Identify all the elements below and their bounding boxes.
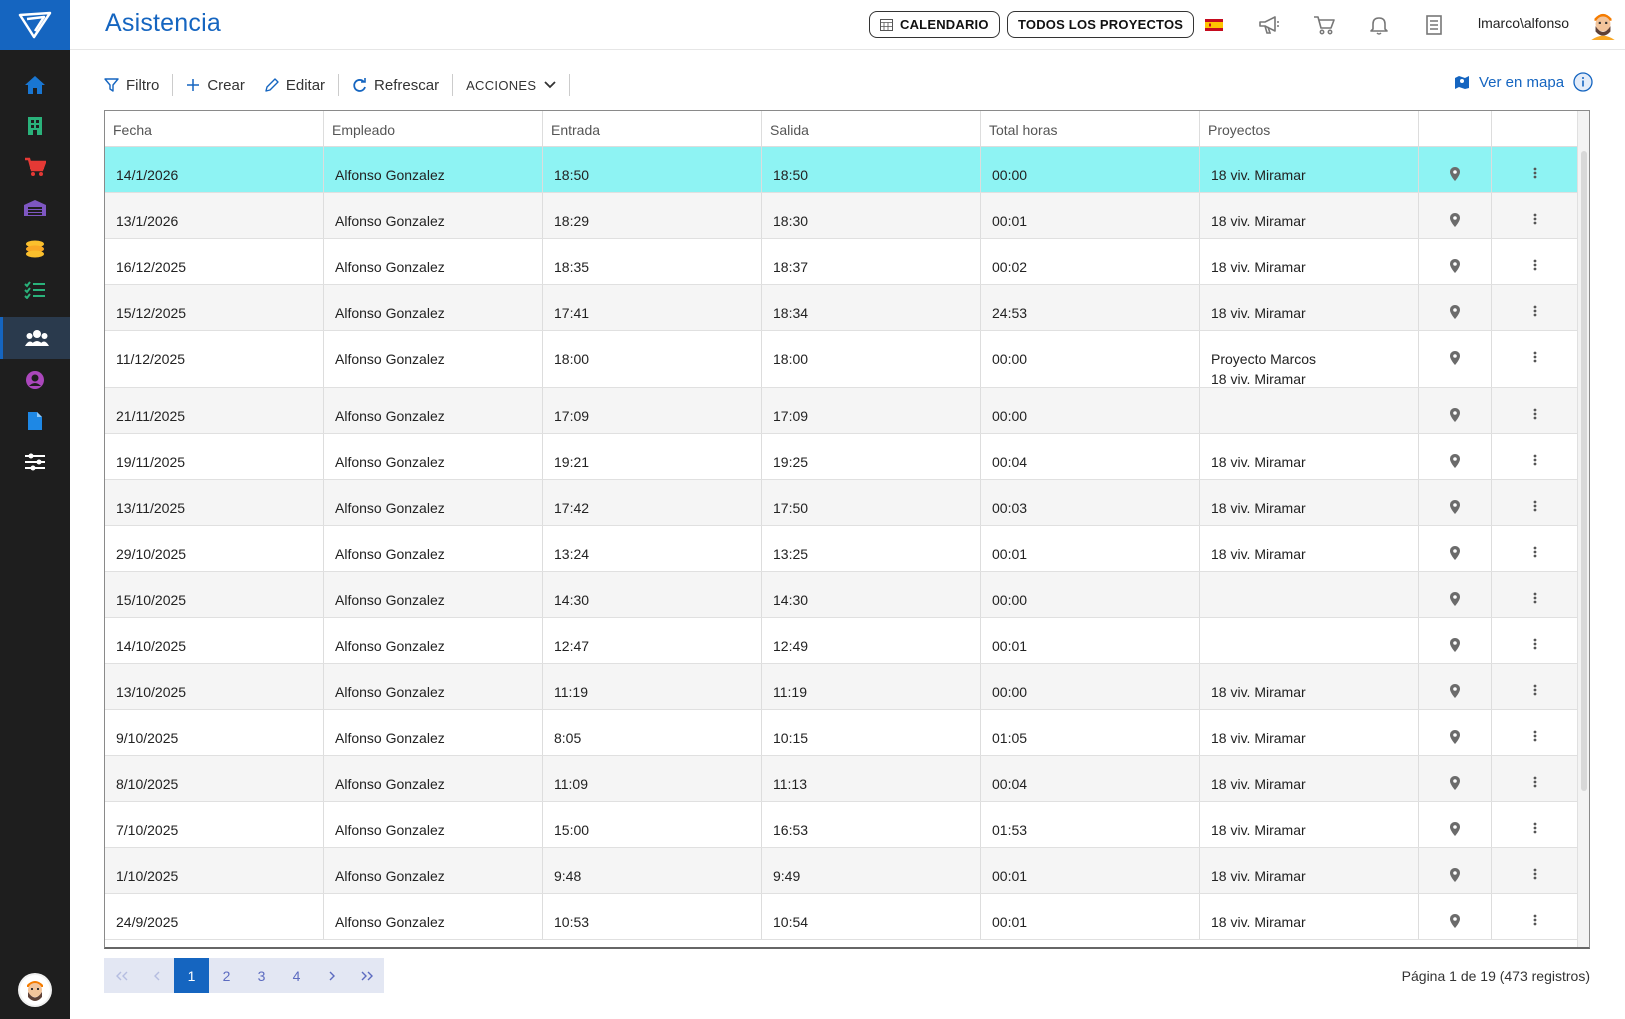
user-avatar-icon bbox=[20, 975, 50, 1005]
project-name: 18 viv. Miramar bbox=[1211, 914, 1306, 930]
cell-salida: 17:09 bbox=[762, 388, 981, 433]
cell-salida: 18:00 bbox=[762, 331, 981, 387]
cell-total-horas: 00:04 bbox=[981, 434, 1200, 479]
location-pin-icon bbox=[1450, 868, 1460, 882]
cell-total-horas: 00:01 bbox=[981, 193, 1200, 238]
row-menu-button[interactable] bbox=[1492, 572, 1579, 617]
location-pin-icon bbox=[1450, 213, 1460, 227]
plus-icon bbox=[186, 78, 200, 92]
table-row[interactable] bbox=[105, 664, 1589, 710]
app-logo[interactable] bbox=[0, 0, 70, 50]
cell-empleado: Alfonso Gonzalez bbox=[324, 388, 543, 433]
user-avatar-icon bbox=[1587, 8, 1619, 40]
row-menu-button[interactable] bbox=[1492, 434, 1579, 479]
row-menu-button[interactable] bbox=[1492, 618, 1579, 663]
cell-fecha: 13/10/2025 bbox=[105, 664, 324, 709]
cell-salida: 18:34 bbox=[762, 285, 981, 330]
vertical-scrollbar[interactable] bbox=[1577, 111, 1589, 949]
bell-icon bbox=[1369, 15, 1389, 35]
chevron-left-icon bbox=[153, 971, 161, 981]
more-vertical-icon bbox=[1533, 684, 1537, 696]
actions-dropdown[interactable] bbox=[453, 71, 569, 99]
cell-total-horas: 00:00 bbox=[981, 664, 1200, 709]
row-menu-button[interactable] bbox=[1492, 239, 1579, 284]
page-title: Asistencia bbox=[105, 9, 221, 37]
cell-fecha: 24/9/2025 bbox=[105, 894, 324, 939]
more-vertical-icon bbox=[1533, 546, 1537, 558]
cell-empleado: Alfonso Gonzalez bbox=[324, 572, 543, 617]
cell-entrada: 15:00 bbox=[543, 802, 762, 847]
location-pin-icon bbox=[1450, 454, 1460, 468]
table-row[interactable] bbox=[105, 388, 1589, 434]
cell-empleado: Alfonso Gonzalez bbox=[324, 894, 543, 939]
location-pin-icon bbox=[1450, 822, 1460, 836]
location-button[interactable] bbox=[1419, 618, 1492, 663]
cell-total-horas: 00:00 bbox=[981, 388, 1200, 433]
table-row[interactable] bbox=[105, 756, 1589, 802]
megaphone-icon bbox=[1258, 15, 1280, 35]
cell-salida: 12:49 bbox=[762, 618, 981, 663]
refresh-icon bbox=[352, 78, 367, 93]
cell-salida: 9:49 bbox=[762, 848, 981, 893]
table-header bbox=[105, 111, 1589, 147]
cell-fecha: 11/12/2025 bbox=[105, 331, 324, 387]
cell-proyectos bbox=[1200, 526, 1419, 571]
info-icon[interactable] bbox=[1573, 72, 1593, 92]
table-row[interactable] bbox=[105, 434, 1589, 480]
notifications-button[interactable] bbox=[1367, 13, 1391, 37]
nav-documents[interactable] bbox=[0, 401, 70, 441]
column-header-proyectos[interactable]: Proyectos bbox=[1200, 111, 1419, 147]
cell-empleado: Alfonso Gonzalez bbox=[324, 710, 543, 755]
chevron-right-icon bbox=[328, 971, 336, 981]
more-vertical-icon bbox=[1533, 822, 1537, 834]
table-row[interactable] bbox=[105, 894, 1589, 940]
cell-fecha: 9/10/2025 bbox=[105, 710, 324, 755]
view-map-link[interactable] bbox=[1454, 72, 1593, 92]
project-name: 18 viv. Miramar bbox=[1211, 730, 1306, 746]
cell-proyectos bbox=[1200, 572, 1419, 617]
user-name[interactable]: lmarco\alfonso bbox=[1478, 15, 1570, 31]
page-button-4[interactable]: 4 bbox=[292, 967, 301, 984]
more-vertical-icon bbox=[1533, 408, 1537, 420]
cell-total-horas: 24:53 bbox=[981, 285, 1200, 330]
row-menu-button[interactable] bbox=[1492, 756, 1579, 801]
double-chevron-left-icon bbox=[116, 971, 128, 981]
cell-fecha: 14/10/2025 bbox=[105, 618, 324, 663]
calendar-icon bbox=[880, 18, 893, 31]
location-button[interactable] bbox=[1419, 331, 1492, 387]
table-row[interactable] bbox=[105, 331, 1589, 388]
table-row[interactable] bbox=[105, 710, 1589, 756]
table-row[interactable] bbox=[105, 480, 1589, 526]
refresh-button[interactable] bbox=[339, 71, 452, 99]
toolbar-divider bbox=[569, 74, 570, 96]
refresh-label: Refrescar bbox=[374, 76, 440, 94]
cell-fecha: 14/1/2026 bbox=[105, 147, 324, 192]
location-pin-icon bbox=[1450, 408, 1460, 422]
nav-settings[interactable] bbox=[0, 442, 70, 482]
cell-entrada: 11:19 bbox=[543, 664, 762, 709]
cell-fecha: 13/1/2026 bbox=[105, 193, 324, 238]
cell-salida: 18:30 bbox=[762, 193, 981, 238]
location-pin-icon bbox=[1450, 167, 1460, 181]
cell-proyectos bbox=[1200, 664, 1419, 709]
project-name: 18 viv. Miramar bbox=[1211, 822, 1306, 838]
cell-empleado: Alfonso Gonzalez bbox=[324, 618, 543, 663]
logo-icon bbox=[18, 11, 52, 39]
cell-proyectos bbox=[1200, 480, 1419, 525]
cell-fecha: 15/10/2025 bbox=[105, 572, 324, 617]
project-name: 18 viv. Miramar bbox=[1211, 305, 1306, 321]
column-header-location bbox=[1419, 111, 1492, 147]
cell-proyectos bbox=[1200, 894, 1419, 939]
cell-proyectos bbox=[1200, 193, 1419, 238]
table-row[interactable] bbox=[105, 147, 1589, 193]
nav-finance[interactable] bbox=[0, 229, 70, 269]
cell-proyectos bbox=[1200, 802, 1419, 847]
column-header-empleado[interactable]: Empleado bbox=[324, 111, 543, 147]
cell-salida: 10:54 bbox=[762, 894, 981, 939]
calendar-label: CALENDARIO bbox=[900, 17, 989, 32]
cell-total-horas: 00:04 bbox=[981, 756, 1200, 801]
cell-total-horas: 00:03 bbox=[981, 480, 1200, 525]
scrollbar-thumb[interactable] bbox=[1581, 151, 1587, 791]
calendar-button[interactable] bbox=[869, 11, 1000, 38]
top-header bbox=[70, 0, 1625, 50]
nav-attendance[interactable] bbox=[0, 317, 70, 359]
cell-empleado: Alfonso Gonzalez bbox=[324, 756, 543, 801]
cell-entrada: 18:50 bbox=[543, 147, 762, 192]
more-vertical-icon bbox=[1533, 305, 1537, 317]
location-button[interactable] bbox=[1419, 802, 1492, 847]
more-vertical-icon bbox=[1533, 638, 1537, 650]
row-menu-button[interactable] bbox=[1492, 894, 1579, 939]
location-button[interactable] bbox=[1419, 480, 1492, 525]
edit-button[interactable] bbox=[258, 71, 338, 99]
location-button[interactable] bbox=[1419, 894, 1492, 939]
location-pin-icon bbox=[1450, 638, 1460, 652]
chevron-down-icon bbox=[544, 81, 556, 89]
filter-label: Filtro bbox=[126, 76, 160, 94]
more-vertical-icon bbox=[1533, 167, 1537, 179]
project-name: 18 viv. Miramar bbox=[1211, 500, 1306, 516]
row-menu-button[interactable] bbox=[1492, 193, 1579, 238]
location-pin-icon bbox=[1450, 914, 1460, 928]
location-button[interactable] bbox=[1419, 572, 1492, 617]
spain-flag-icon bbox=[1205, 19, 1223, 31]
location-pin-icon bbox=[1450, 500, 1460, 514]
language-flag[interactable] bbox=[1202, 13, 1226, 37]
nav-projects[interactable] bbox=[0, 106, 70, 146]
project-name: 18 viv. Miramar bbox=[1211, 167, 1306, 183]
cell-proyectos bbox=[1200, 239, 1419, 284]
more-vertical-icon bbox=[1533, 454, 1537, 466]
settings-sliders-icon bbox=[24, 453, 46, 471]
cell-salida: 19:25 bbox=[762, 434, 981, 479]
column-header-salida[interactable]: Salida bbox=[762, 111, 981, 147]
row-menu-button[interactable] bbox=[1492, 480, 1579, 525]
more-vertical-icon bbox=[1533, 259, 1537, 271]
location-pin-icon bbox=[1450, 730, 1460, 744]
location-button[interactable] bbox=[1419, 193, 1492, 238]
cell-proyectos bbox=[1200, 147, 1419, 192]
cell-proyectos bbox=[1200, 710, 1419, 755]
cell-entrada: 18:35 bbox=[543, 239, 762, 284]
page-button-2[interactable]: 2 bbox=[222, 967, 231, 984]
table-body bbox=[105, 147, 1589, 940]
more-vertical-icon bbox=[1533, 730, 1537, 742]
more-vertical-icon bbox=[1533, 776, 1537, 788]
nav-contacts[interactable] bbox=[0, 360, 70, 400]
project-name: 18 viv. Miramar bbox=[1211, 684, 1306, 700]
create-button[interactable] bbox=[173, 71, 258, 99]
location-button[interactable] bbox=[1419, 526, 1492, 571]
project-name: 18 viv. Miramar bbox=[1211, 259, 1306, 275]
table-row[interactable] bbox=[105, 572, 1589, 618]
row-menu-button[interactable] bbox=[1492, 802, 1579, 847]
cell-empleado: Alfonso Gonzalez bbox=[324, 664, 543, 709]
cell-entrada: 14:30 bbox=[543, 572, 762, 617]
nav-purchases[interactable] bbox=[0, 147, 70, 187]
column-header-actions bbox=[1492, 111, 1579, 147]
cell-entrada: 18:00 bbox=[543, 331, 762, 387]
location-button[interactable] bbox=[1419, 285, 1492, 330]
last-page-button[interactable] bbox=[349, 958, 384, 993]
user-circle-icon bbox=[25, 370, 45, 390]
cell-salida: 14:30 bbox=[762, 572, 981, 617]
checklist-icon bbox=[24, 281, 46, 299]
cell-empleado: Alfonso Gonzalez bbox=[324, 526, 543, 571]
nav-tasks[interactable] bbox=[0, 270, 70, 310]
location-pin-icon bbox=[1450, 684, 1460, 698]
cell-fecha: 7/10/2025 bbox=[105, 802, 324, 847]
table-row[interactable] bbox=[105, 802, 1589, 848]
more-vertical-icon bbox=[1533, 351, 1537, 363]
location-button[interactable] bbox=[1419, 147, 1492, 192]
cell-total-horas: 00:00 bbox=[981, 572, 1200, 617]
nav-warehouse[interactable] bbox=[0, 188, 70, 228]
cell-total-horas: 01:53 bbox=[981, 802, 1200, 847]
cell-salida: 17:50 bbox=[762, 480, 981, 525]
row-menu-button[interactable] bbox=[1492, 331, 1579, 387]
cell-total-horas: 01:05 bbox=[981, 710, 1200, 755]
cell-salida: 11:19 bbox=[762, 664, 981, 709]
header-avatar[interactable] bbox=[1587, 8, 1619, 40]
cart-button[interactable] bbox=[1312, 13, 1336, 37]
next-page-button[interactable] bbox=[314, 958, 349, 993]
cell-entrada: 8:05 bbox=[543, 710, 762, 755]
cell-total-horas: 00:00 bbox=[981, 331, 1200, 387]
cell-empleado: Alfonso Gonzalez bbox=[324, 239, 543, 284]
more-vertical-icon bbox=[1533, 592, 1537, 604]
cell-entrada: 19:21 bbox=[543, 434, 762, 479]
map-icon bbox=[1454, 75, 1470, 90]
cell-empleado: Alfonso Gonzalez bbox=[324, 193, 543, 238]
pencil-icon bbox=[264, 78, 279, 93]
cell-salida: 16:53 bbox=[762, 802, 981, 847]
table-row[interactable] bbox=[105, 193, 1589, 239]
view-map-label: Ver en mapa bbox=[1479, 73, 1565, 91]
more-vertical-icon bbox=[1533, 500, 1537, 512]
location-button[interactable] bbox=[1419, 710, 1492, 755]
cell-proyectos bbox=[1200, 388, 1419, 433]
announcements-button[interactable] bbox=[1257, 13, 1281, 37]
page-info: Página 1 de 19 (473 registros) bbox=[1401, 968, 1590, 984]
cell-empleado: Alfonso Gonzalez bbox=[324, 285, 543, 330]
project-name: 18 viv. Miramar bbox=[1211, 546, 1306, 562]
table-row[interactable] bbox=[105, 848, 1589, 894]
cell-fecha: 8/10/2025 bbox=[105, 756, 324, 801]
cell-entrada: 17:41 bbox=[543, 285, 762, 330]
location-button[interactable] bbox=[1419, 388, 1492, 433]
table-row[interactable] bbox=[105, 526, 1589, 572]
cell-entrada: 17:09 bbox=[543, 388, 762, 433]
cell-total-horas: 00:01 bbox=[981, 848, 1200, 893]
cell-total-horas: 00:01 bbox=[981, 894, 1200, 939]
cell-fecha: 19/11/2025 bbox=[105, 434, 324, 479]
notebook-icon bbox=[1425, 15, 1443, 35]
location-pin-icon bbox=[1450, 776, 1460, 790]
row-menu-button[interactable] bbox=[1492, 848, 1579, 893]
cell-proyectos bbox=[1200, 434, 1419, 479]
cell-fecha: 16/12/2025 bbox=[105, 239, 324, 284]
double-chevron-right-icon bbox=[361, 971, 373, 981]
cell-fecha: 29/10/2025 bbox=[105, 526, 324, 571]
all-projects-label: TODOS LOS PROYECTOS bbox=[1018, 17, 1184, 32]
prev-page-button[interactable] bbox=[139, 958, 174, 993]
column-header-entrada[interactable]: Entrada bbox=[543, 111, 762, 147]
cell-empleado: Alfonso Gonzalez bbox=[324, 331, 543, 387]
cell-total-horas: 00:01 bbox=[981, 526, 1200, 571]
sidebar bbox=[0, 0, 70, 1019]
attendance-table bbox=[104, 110, 1590, 949]
first-page-button[interactable] bbox=[104, 958, 139, 993]
project-name: 18 viv. Miramar bbox=[1211, 371, 1306, 387]
cell-proyectos bbox=[1200, 331, 1419, 387]
cell-empleado: Alfonso Gonzalez bbox=[324, 802, 543, 847]
cell-proyectos bbox=[1200, 848, 1419, 893]
pagination bbox=[104, 958, 384, 993]
table-row[interactable] bbox=[105, 618, 1589, 664]
all-projects-button[interactable] bbox=[1007, 11, 1194, 38]
sidebar-avatar[interactable] bbox=[18, 973, 52, 1007]
edit-label: Editar bbox=[285, 76, 326, 94]
cell-empleado: Alfonso Gonzalez bbox=[324, 848, 543, 893]
cell-entrada: 11:09 bbox=[543, 756, 762, 801]
create-label: Crear bbox=[207, 76, 245, 94]
location-pin-icon bbox=[1450, 546, 1460, 560]
cell-salida: 11:13 bbox=[762, 756, 981, 801]
filter-icon bbox=[104, 78, 119, 92]
location-button[interactable] bbox=[1419, 434, 1492, 479]
location-button[interactable] bbox=[1419, 664, 1492, 709]
toolbar bbox=[104, 70, 570, 100]
project-name: 18 viv. Miramar bbox=[1211, 213, 1306, 229]
cell-total-horas: 00:01 bbox=[981, 618, 1200, 663]
notes-button[interactable] bbox=[1422, 13, 1446, 37]
cell-salida: 18:37 bbox=[762, 239, 981, 284]
cell-entrada: 17:42 bbox=[543, 480, 762, 525]
nav-home[interactable] bbox=[0, 65, 70, 105]
row-menu-button[interactable] bbox=[1492, 526, 1579, 571]
row-menu-button[interactable] bbox=[1492, 388, 1579, 433]
table-row[interactable] bbox=[105, 239, 1589, 285]
cart-icon bbox=[24, 157, 46, 177]
location-pin-icon bbox=[1450, 305, 1460, 319]
page-button-3[interactable]: 3 bbox=[257, 967, 266, 984]
cell-fecha: 15/12/2025 bbox=[105, 285, 324, 330]
warehouse-icon bbox=[23, 199, 47, 217]
row-menu-button[interactable] bbox=[1492, 664, 1579, 709]
cell-entrada: 13:24 bbox=[543, 526, 762, 571]
document-icon bbox=[27, 411, 43, 431]
cell-empleado: Alfonso Gonzalez bbox=[324, 147, 543, 192]
location-button[interactable] bbox=[1419, 848, 1492, 893]
more-vertical-icon bbox=[1533, 213, 1537, 225]
building-icon bbox=[27, 116, 43, 136]
cell-total-horas: 00:00 bbox=[981, 147, 1200, 192]
cell-entrada: 9:48 bbox=[543, 848, 762, 893]
cell-salida: 10:15 bbox=[762, 710, 981, 755]
location-pin-icon bbox=[1450, 351, 1460, 365]
cell-proyectos bbox=[1200, 285, 1419, 330]
project-name: 18 viv. Miramar bbox=[1211, 776, 1306, 792]
column-header-fecha[interactable]: Fecha bbox=[105, 111, 324, 147]
table-row[interactable] bbox=[105, 285, 1589, 331]
row-menu-button[interactable] bbox=[1492, 710, 1579, 755]
location-button[interactable] bbox=[1419, 756, 1492, 801]
location-pin-icon bbox=[1450, 259, 1460, 273]
cell-fecha: 1/10/2025 bbox=[105, 848, 324, 893]
more-vertical-icon bbox=[1533, 868, 1537, 880]
more-vertical-icon bbox=[1533, 914, 1537, 926]
cell-entrada: 12:47 bbox=[543, 618, 762, 663]
cell-salida: 18:50 bbox=[762, 147, 981, 192]
project-name: Proyecto Marcos bbox=[1211, 351, 1317, 367]
cell-empleado: Alfonso Gonzalez bbox=[324, 480, 543, 525]
cell-entrada: 18:29 bbox=[543, 193, 762, 238]
row-menu-button[interactable] bbox=[1492, 147, 1579, 192]
location-button[interactable] bbox=[1419, 239, 1492, 284]
cell-fecha: 13/11/2025 bbox=[105, 480, 324, 525]
location-pin-icon bbox=[1450, 592, 1460, 606]
home-icon bbox=[24, 75, 46, 95]
people-icon bbox=[25, 329, 49, 347]
cell-fecha: 21/11/2025 bbox=[105, 388, 324, 433]
column-header-total-horas[interactable]: Total horas bbox=[981, 111, 1200, 147]
cell-salida: 13:25 bbox=[762, 526, 981, 571]
filter-button[interactable] bbox=[104, 71, 172, 99]
cell-empleado: Alfonso Gonzalez bbox=[324, 434, 543, 479]
project-name: 18 viv. Miramar bbox=[1211, 454, 1306, 470]
actions-label: ACCIONES bbox=[466, 77, 537, 93]
cell-entrada: 10:53 bbox=[543, 894, 762, 939]
cell-proyectos bbox=[1200, 756, 1419, 801]
coins-icon bbox=[24, 239, 46, 259]
cell-proyectos bbox=[1200, 618, 1419, 663]
cell-total-horas: 00:02 bbox=[981, 239, 1200, 284]
cart-outline-icon bbox=[1313, 15, 1335, 35]
project-name: 18 viv. Miramar bbox=[1211, 868, 1306, 884]
row-menu-button[interactable] bbox=[1492, 285, 1579, 330]
page-button-1[interactable]: 1 bbox=[174, 958, 209, 993]
